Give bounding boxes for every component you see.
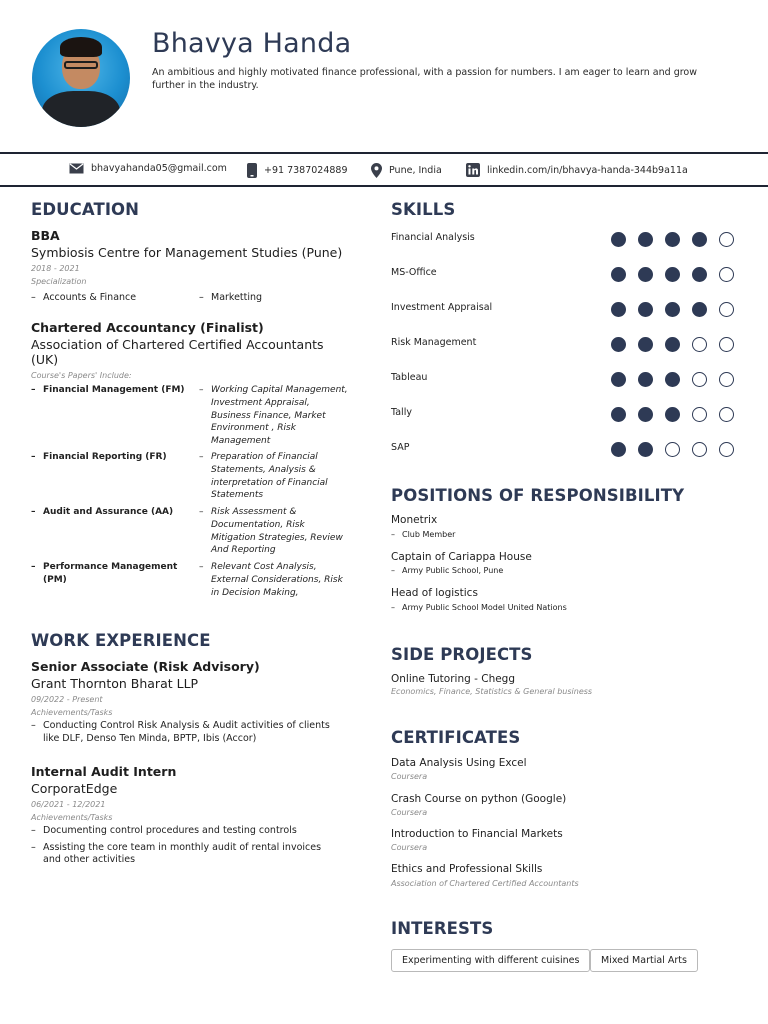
skill-rating	[611, 442, 734, 457]
skill-rating	[611, 302, 734, 317]
skill-rating	[611, 337, 734, 352]
skill-rating	[611, 407, 734, 422]
position-title: Monetrix	[391, 514, 438, 526]
skill-name: SAP	[391, 442, 410, 453]
contact-location	[371, 163, 442, 178]
rating-dot-filled	[665, 337, 680, 352]
position-detail: – Army Public School, Pune	[391, 566, 503, 575]
rating-dot-filled	[638, 337, 653, 352]
education-bba	[31, 228, 361, 286]
position-title: Captain of Cariappa House	[391, 551, 532, 563]
rating-dot-empty	[719, 302, 734, 317]
rating-dot-empty	[719, 232, 734, 247]
task-item: – Conducting Control Risk Analysis & Audit activities of clients like DLF, Denso Ten Minda, BPTP, Ibis (Accor)	[31, 720, 341, 745]
tasks-label: Achievements/Tasks	[31, 813, 113, 822]
specialization-label: Specialization	[31, 277, 87, 286]
interests-heading: INTERESTS	[391, 919, 494, 938]
rating-dot-filled	[638, 407, 653, 422]
position-detail: – Club Member	[391, 530, 455, 539]
paper-topics: – Preparation of Financial Statements, Analysis & interpretation of Financial Statements	[199, 451, 349, 502]
profile-photo	[32, 29, 130, 127]
interest-tag: Mixed Martial Arts	[590, 949, 698, 972]
skill-rating	[611, 267, 734, 282]
paper-topics: – Relevant Cost Analysis, External Considerations, Risk in Decision Making,	[199, 561, 349, 599]
rating-dot-empty	[692, 372, 707, 387]
project-meta: Economics, Finance, Statistics & General business	[391, 687, 593, 696]
skill-rating	[611, 372, 734, 387]
contact-linkedin[interactable]	[466, 163, 688, 177]
certificate-title: Ethics and Professional Skills	[391, 863, 543, 875]
skills-heading: SKILLS	[391, 200, 456, 219]
job-role: Internal Audit Intern	[31, 764, 177, 779]
candidate-name: Bhavya Handa	[152, 28, 352, 59]
rating-dot-filled	[611, 372, 626, 387]
rating-dot-filled	[611, 407, 626, 422]
education-ca	[31, 320, 361, 380]
rating-dot-empty	[719, 267, 734, 282]
rating-dot-filled	[638, 232, 653, 247]
rating-dot-filled	[611, 442, 626, 457]
side-projects-heading: SIDE PROJECTS	[391, 645, 533, 664]
company-name: Grant Thornton Bharat LLP	[31, 676, 199, 691]
paper-topics: – Working Capital Management, Investment Appraisal, Business Finance, Market Environment , Risk Management	[199, 384, 349, 448]
rating-dot-empty	[719, 337, 734, 352]
paper-name: – Performance Management (PM)	[31, 561, 181, 586]
linkedin-text: linkedin.com/in/bhavya-handa-344b9a11a	[487, 164, 688, 176]
rating-dot-filled	[692, 232, 707, 247]
institution-name: Association of Chartered Certified Accountants (UK)	[31, 337, 324, 367]
specialization-item: – Marketting	[199, 292, 262, 305]
paper-name: – Financial Management (FM)	[31, 384, 191, 397]
certificate-title: Data Analysis Using Excel	[391, 757, 527, 769]
degree-title: BBA	[31, 228, 60, 243]
certificate-issuer: Coursera	[391, 843, 428, 852]
location-text: Pune, India	[389, 165, 442, 176]
rating-dot-filled	[665, 267, 680, 282]
degree-title: Chartered Accountancy (Finalist)	[31, 320, 264, 335]
job-dates: 09/2022 - Present	[31, 695, 103, 704]
education-heading: EDUCATION	[31, 200, 140, 219]
phone-text: +91 7387024889	[264, 165, 348, 176]
skill-name: Tableau	[391, 372, 428, 383]
specialization-item: – Accounts & Finance	[31, 292, 136, 305]
job-entry	[31, 764, 351, 867]
rating-dot-filled	[692, 302, 707, 317]
skill-name: Financial Analysis	[391, 232, 475, 243]
rating-dot-empty	[692, 442, 707, 457]
rating-dot-filled	[665, 407, 680, 422]
certificate-title: Introduction to Financial Markets	[391, 828, 563, 840]
task-item: – Documenting control procedures and testing controls	[31, 825, 341, 838]
contact-bar	[0, 152, 768, 187]
rating-dot-empty	[719, 442, 734, 457]
institution-name: Symbiosis Centre for Management Studies (Pune)	[31, 245, 343, 260]
paper-name: – Audit and Assurance (AA)	[31, 506, 191, 519]
task-item: – Assisting the core team in monthly audit of rental invoices and other activities	[31, 842, 331, 867]
rating-dot-filled	[665, 372, 680, 387]
rating-dot-empty	[719, 407, 734, 422]
tasks-label: Achievements/Tasks	[31, 708, 113, 717]
rating-dot-filled	[611, 302, 626, 317]
contact-phone[interactable]	[247, 163, 348, 178]
skill-rating	[611, 232, 734, 247]
rating-dot-empty	[692, 407, 707, 422]
job-role: Senior Associate (Risk Advisory)	[31, 659, 260, 674]
certificate-issuer: Coursera	[391, 808, 428, 817]
certificate-title: Crash Course on python (Google)	[391, 793, 567, 805]
rating-dot-filled	[611, 232, 626, 247]
rating-dot-filled	[638, 442, 653, 457]
position-title: Head of logistics	[391, 587, 478, 599]
skill-name: Investment Appraisal	[391, 302, 493, 313]
rating-dot-filled	[611, 337, 626, 352]
rating-dot-filled	[611, 267, 626, 282]
paper-name: – Financial Reporting (FR)	[31, 451, 191, 464]
skill-name: Risk Management	[391, 337, 477, 348]
rating-dot-filled	[665, 232, 680, 247]
rating-dot-empty	[719, 372, 734, 387]
papers-label: Course's Papers' Include:	[31, 371, 132, 380]
work-experience-heading: WORK EXPERIENCE	[31, 631, 211, 650]
paper-topics: – Risk Assessment & Documentation, Risk Mitigation Strategies, Review And Reporting	[199, 506, 349, 557]
positions-heading: POSITIONS OF RESPONSIBILITY	[391, 486, 685, 505]
email-icon	[69, 163, 84, 174]
interest-tag: Experimenting with different cuisines	[391, 949, 590, 972]
skill-name: MS-Office	[391, 267, 437, 278]
email-text: bhavyahanda05@gmail.com	[91, 163, 227, 174]
linkedin-icon	[466, 163, 480, 177]
rating-dot-filled	[665, 302, 680, 317]
rating-dot-filled	[638, 267, 653, 282]
rating-dot-filled	[692, 267, 707, 282]
contact-email[interactable]	[69, 163, 227, 174]
rating-dot-empty	[665, 442, 680, 457]
resume-header	[0, 0, 768, 153]
rating-dot-empty	[692, 337, 707, 352]
skill-name: Tally	[391, 407, 412, 418]
certificate-issuer: Association of Chartered Certified Accountants	[391, 879, 579, 888]
profile-summary: An ambitious and highly motivated finance professional, with a passion for numbers. I am eager to learn and grow further in the industry.	[152, 67, 698, 91]
position-detail: – Army Public School Model United Nations	[391, 603, 567, 612]
job-dates: 06/2021 - 12/2021	[31, 800, 106, 809]
certificates-heading: CERTIFICATES	[391, 728, 521, 747]
job-entry	[31, 659, 351, 745]
location-pin-icon	[371, 163, 382, 178]
rating-dot-filled	[638, 372, 653, 387]
phone-icon	[247, 163, 257, 178]
certificate-issuer: Coursera	[391, 772, 428, 781]
education-dates: 2018 - 2021	[31, 264, 80, 273]
project-title: Online Tutoring - Chegg	[391, 673, 516, 685]
rating-dot-filled	[638, 302, 653, 317]
company-name: CorporatEdge	[31, 781, 118, 796]
